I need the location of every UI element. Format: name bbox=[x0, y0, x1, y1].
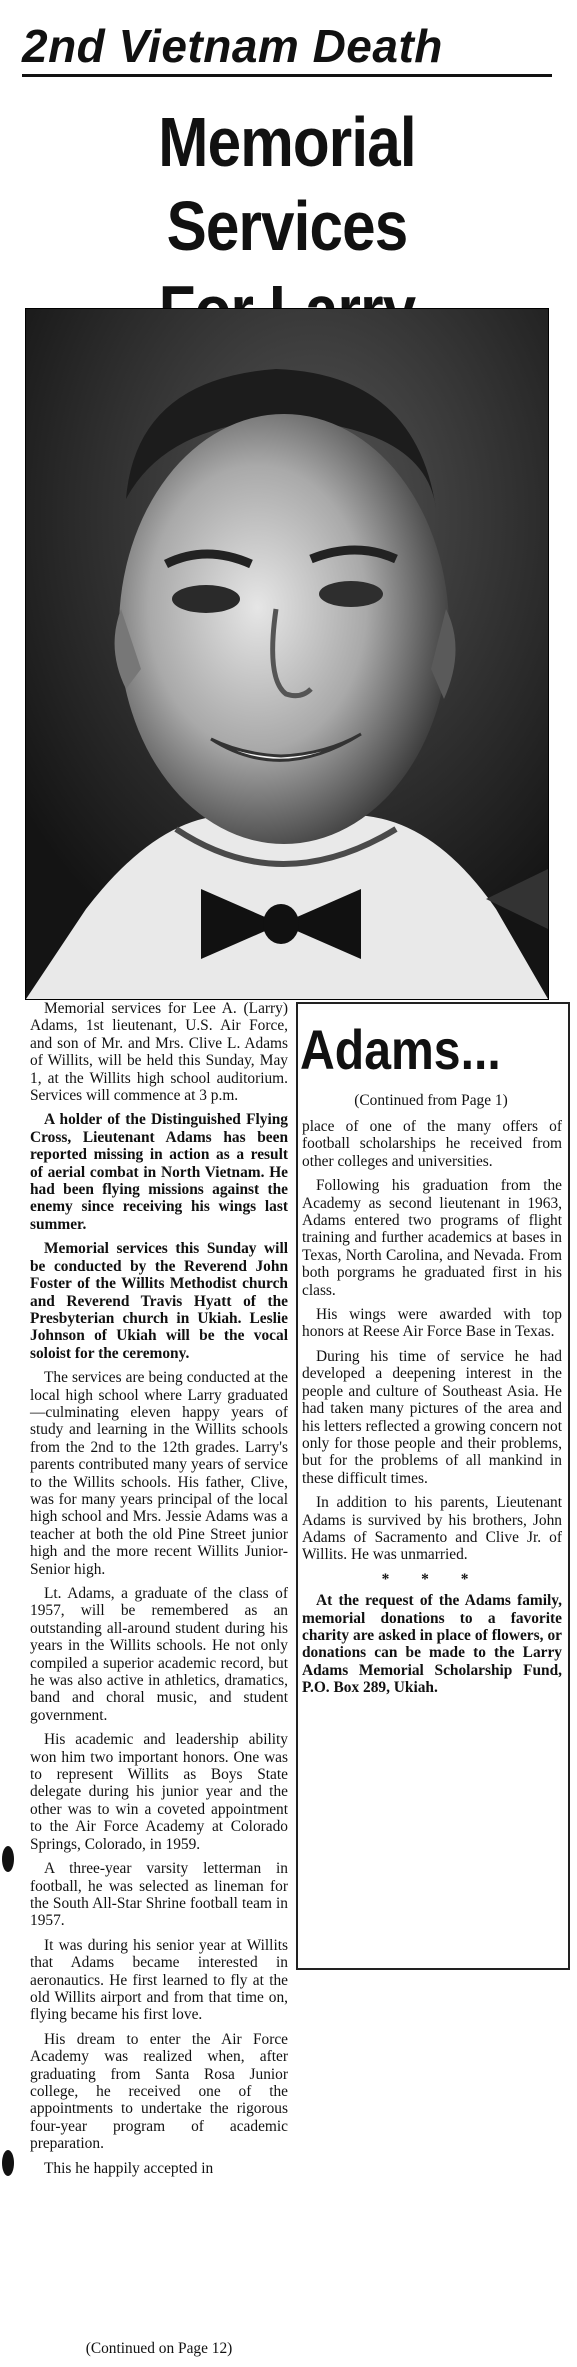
memorial-notice: At the request of the Adams family, memorial donations to a favorite charity are asked in place of flowers, or donations can be made to the Larry Adams Memorial Scholarship Fund, P.O. Box 289, Ukiah. bbox=[302, 1592, 562, 1697]
paragraph: place of one of the many offers of football scholarships he received from other colleges and universities. bbox=[302, 1118, 562, 1170]
paragraph: Memorial services this Sunday will be conducted by the Reverend John Foster of the Willits Methodist church and Reverend Travis Hyatt of the Presbyterian church in Ukiah. Leslie Johnson of Ukiah will be the vocal soloist for the ceremony. bbox=[30, 1240, 288, 1362]
margin-mark bbox=[2, 2150, 14, 2176]
paragraph: It was during his senior year at Willits that Adams became interested in aeronautics. He first learned to fly at the old Willits airport and from that time on, flying became his first love. bbox=[30, 1936, 288, 2024]
paragraph: A three-year varsity letterman in football, he was selected as lineman for the South All-Star Shrine football team in 1957. bbox=[30, 1860, 288, 1930]
paragraph: Following his graduation from the Academy as second lieutenant in 1963, Adams entered two programs of flight training and further academics at bases in Texas, North Carolina, and Nevada. From both porgrams he graduated first in his class. bbox=[302, 1177, 562, 1299]
jump-headline: Adams... bbox=[300, 1018, 501, 1081]
article-right-column bbox=[302, 1118, 562, 1704]
paragraph: This he happily accepted in bbox=[44, 2159, 214, 2177]
headline-line-1: Memorial Services bbox=[158, 103, 416, 265]
continued-from-line: (Continued from Page 1) bbox=[354, 1092, 508, 1109]
paragraph: The services are being conducted at the local high school where Larry graduated—culminating eleven happy years of study and learning in the Willits schools from the 2nd to the 12th grades. Larry's parents contributed many years of service to the Willits schools. His father, Clive, was for many years principal of the local high school and Mrs. Jessie Adams was a teacher at both the old Pine Street junior high and the more recent Willits Junior-Senior high. bbox=[30, 1369, 288, 1578]
kicker-headline: 2nd Vietnam Death bbox=[22, 18, 552, 77]
paragraph: In addition to his parents, Lieutenant Adams is survived by his brothers, John Adams of Sacramento and Clive Jr. of Willits. He was unmarried. bbox=[302, 1494, 562, 1564]
continued-on-line: (Continued on Page 12) bbox=[85, 2340, 233, 2357]
paragraph: Lt. Adams, a graduate of the class of 1957, will be remembered as an outstanding all-around student during his years in the Willits schools. He not only compiled a superior academic record, but he was also active in athletics, dramatics, band and choral music, and student government. bbox=[30, 1585, 288, 1724]
paragraph: His wings were awarded with top honors at Reese Air Force Base in Texas. bbox=[302, 1306, 562, 1341]
paragraph: His academic and leadership ability won him two important honors. One was to represent Willits as Boys State delegate during his junior year and the other was to win a coveted appointment to the Air Force Academy at Colorado Springs, Colorado, in 1959. bbox=[30, 1731, 288, 1853]
article-left-column bbox=[30, 1000, 288, 2184]
paragraph: During his time of service he had developed a deepening interest in the people and culture of Southeast Asia. He had taken many pictures of the area and his letters reflected a growing concern not only for those people and their problems, but for the problems of all mankind in these difficult times. bbox=[302, 1347, 562, 1487]
margin-mark bbox=[2, 1846, 14, 1872]
portrait-photo bbox=[25, 308, 549, 1000]
paragraph: Memorial services for Lee A. (Larry) Adams, 1st lieutenant, U.S. Air Force, and son of Mr. and Mrs. Clive L. Adams of Willits, will be held this Sunday, May 1, at the Willits high school auditorium. Services will commence at 3 p.m. bbox=[30, 1000, 288, 1105]
paragraph: His dream to enter the Air Force Academy was realized when, after graduating from Santa Rosa Junior college, he received one of the appointments to undertake the rigorous four-year program of academic preparation. bbox=[30, 2030, 288, 2153]
section-stars: * * * bbox=[381, 1570, 483, 1588]
paragraph: A holder of the Distinguished Flying Cross, Lieutenant Adams has been reported missing in action as a result of aerial combat in North Vietnam. He had been flying missions against the enemy since receiving his wings last summer. bbox=[30, 1111, 288, 1233]
